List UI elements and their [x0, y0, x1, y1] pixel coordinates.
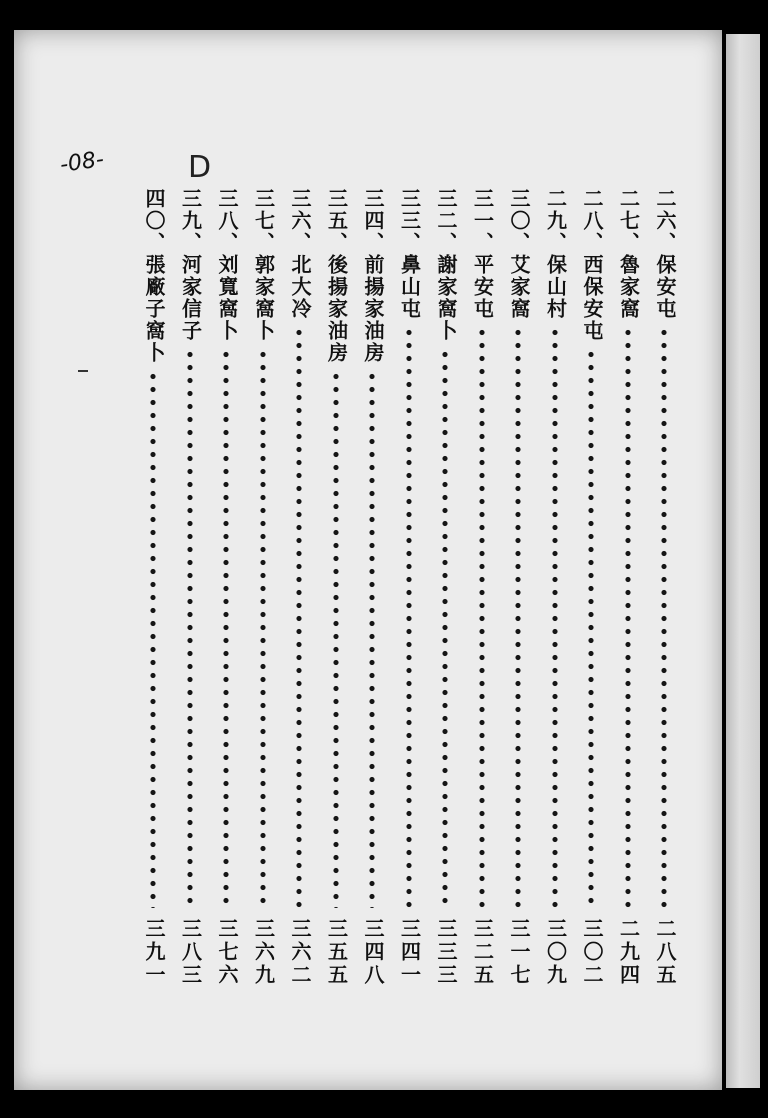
entry-title: 三四、前揚家油房: [361, 188, 385, 364]
entry-page-number: 三九一: [142, 918, 166, 987]
toc-entry: [395, 0, 425, 1118]
entry-page-number: 三三三: [434, 918, 458, 987]
dot-leader: [515, 326, 521, 908]
dot-leader: [296, 326, 302, 908]
toc-entry: [431, 0, 461, 1118]
entry-page-number: 三四八: [361, 918, 385, 987]
dot-leader: [406, 326, 412, 908]
entry-page-number: 三五五: [324, 918, 349, 987]
entry-title: 三〇、艾家窩: [507, 188, 531, 320]
entry-page-number: 三〇二: [580, 918, 604, 987]
entry-title: 二八、西保安屯: [580, 188, 604, 342]
entry-title: 三八、刘寬窩卜: [215, 188, 239, 342]
toc-entry: [176, 0, 206, 1118]
dot-leader: [369, 370, 375, 908]
entry-page-number: 三二五: [470, 918, 495, 987]
adjacent-page-edge: [726, 34, 760, 1088]
entry-title: 二六、保安屯: [653, 188, 677, 320]
entry-title: 三六、北大冷: [288, 188, 312, 320]
entry-page-number: 三一七: [507, 918, 531, 987]
toc-entry: [468, 0, 498, 1118]
dot-leader: [625, 326, 631, 908]
toc-entry: [504, 0, 534, 1118]
entry-title: 二七、魯家窩: [616, 188, 641, 320]
entry-title: 三三、鼻山屯: [397, 188, 422, 320]
dot-leader: [260, 348, 266, 908]
entry-page-number: 三六九: [251, 918, 276, 987]
dot-leader: [187, 348, 193, 908]
dot-leader: [333, 370, 339, 908]
dot-leader: [552, 326, 558, 908]
toc-entry: [285, 0, 315, 1118]
entry-title: 三七、郭家窩卜: [251, 188, 276, 342]
entry-page-number: 三六二: [288, 918, 312, 987]
entry-page-number: 三八三: [178, 918, 203, 987]
toc-entry: [139, 0, 169, 1118]
dot-leader: [150, 370, 156, 908]
entry-page-number: 二八五: [653, 918, 677, 987]
page-marker: -08-: [58, 147, 106, 178]
toc-entry: [322, 0, 352, 1118]
entry-page-number: 三四一: [397, 918, 422, 987]
toc-entry: [212, 0, 242, 1118]
pencil-annotation: D: [188, 150, 212, 185]
toc-entry: [249, 0, 279, 1118]
entry-page-number: 三七六: [215, 918, 239, 987]
entry-title: 三二、謝家窩卜: [434, 188, 458, 342]
entry-title: 三五、後揚家油房: [324, 188, 349, 364]
toc-entry: [650, 0, 680, 1118]
entry-title: 四〇、張廠子窩卜: [142, 188, 166, 364]
dot-leader: [223, 348, 229, 908]
toc-entry: [541, 0, 571, 1118]
entry-title: 二九、保山村: [543, 188, 568, 320]
dot-leader: [661, 326, 667, 908]
entry-title: 三一、平安屯: [470, 188, 495, 320]
entry-title: 三九、河家信子: [178, 188, 203, 342]
dot-leader: [588, 348, 594, 908]
entry-page-number: 三〇九: [543, 918, 568, 987]
entry-page-number: 二九四: [616, 918, 641, 987]
dot-leader: [479, 326, 485, 908]
margin-tick: [78, 370, 88, 372]
toc-entry: [614, 0, 644, 1118]
dot-leader: [442, 348, 448, 908]
toc-entry: [577, 0, 607, 1118]
toc-entry: [358, 0, 388, 1118]
